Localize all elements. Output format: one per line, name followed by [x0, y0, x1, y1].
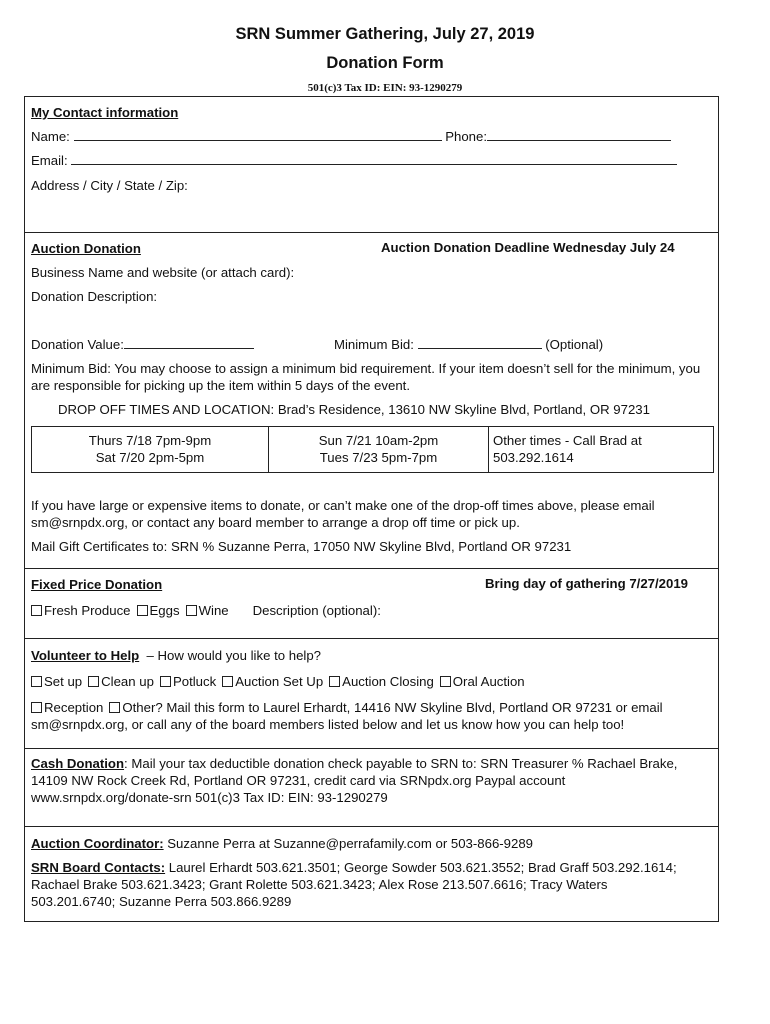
dropoff-time: Tues 7/23 5pm-7pm [319, 450, 438, 465]
coordinator-row [31, 835, 533, 852]
option-wine[interactable]: Wine [186, 603, 229, 618]
donation-form [24, 96, 719, 922]
form-title: SRN Summer Gathering, July 27, 2019 [235, 25, 535, 43]
donation-value-label: Donation Value: [31, 337, 124, 352]
board-text-1: Laurel Erhardt 503.621.3501; George Sowder 503.621.3552; Brad Graff 503.292.1614; [165, 860, 677, 875]
board-row-1 [31, 859, 677, 876]
auction-heading: Auction Donation [31, 241, 141, 256]
option-clean-up[interactable]: Clean up [88, 674, 154, 689]
option-auction-closing[interactable]: Auction Closing [329, 674, 434, 689]
email-row [31, 152, 677, 169]
description-label: Donation Description: [31, 289, 158, 304]
option-auction-set-up[interactable]: Auction Set Up [222, 674, 323, 689]
form-subtitle: Donation Form [326, 54, 444, 72]
gift-cert-note: Mail Gift Certificates to: SRN % Suzanne Perra, 17050 NW Skyline Blvd, Portland OR 97231 [31, 539, 572, 554]
fixed-description-label: Description (optional): [252, 603, 381, 618]
business-label: Business Name and website (or attach card): [31, 265, 295, 280]
name-field[interactable] [74, 128, 442, 141]
tax-id-line: 501(c)3 Tax ID: EIN: 93-1290279 [307, 82, 463, 94]
min-bid-note: Minimum Bid: You may choose to assign a minimum bid requirement. If your item doesn’t sell for the minimum, you are responsible for picking up the item within 5 days of the event. [31, 361, 701, 393]
option-set-up[interactable]: Set up [31, 674, 82, 689]
large-items-note: If you have large or expensive items to donate, or can’t make one of the drop-off times above, please email sm@srnpdx.org, or contact any board member to arrange a drop off time or pick up. [31, 498, 655, 530]
bring-note: Bring day of gathering 7/27/2019 [485, 576, 689, 591]
board-row-2: Rachael Brake 503.621.3423; Grant Rolette 503.621.3423; Alex Rose 213.507.6616; Tracy Waters [31, 877, 608, 892]
name-label: Name: [31, 129, 70, 144]
option-eggs[interactable]: Eggs [137, 603, 180, 618]
auction-deadline: Auction Donation Deadline Wednesday July 24 [381, 240, 675, 255]
dropoff-time: Sat 7/20 2pm-5pm [95, 450, 205, 465]
volunteer-options-row [31, 673, 531, 690]
checkbox[interactable] [329, 676, 340, 687]
volunteer-heading-row [31, 647, 321, 664]
description-field[interactable] [165, 288, 705, 328]
contact-heading: My Contact information [31, 105, 179, 120]
value-row [31, 336, 254, 353]
volunteer-question: – How would you like to help? [142, 648, 322, 663]
checkbox[interactable] [186, 605, 197, 616]
cash-row-2: 14109 NW Rock Creek Rd, Portland OR 97231, credit card via SRNpdx.org Paypal account [31, 773, 566, 788]
volunteer-section-divider [25, 638, 718, 639]
dropoff-time: Thurs 7/18 7pm-9pm [88, 433, 212, 448]
cash-section-divider [25, 748, 718, 749]
phone-field[interactable] [487, 128, 671, 141]
board-row-3: 503.201.6740; Suzanne Perra 503.866.9289 [31, 894, 292, 909]
donation-value-field[interactable] [124, 336, 254, 349]
volunteer-heading: Volunteer to Help [31, 648, 140, 663]
option-potluck[interactable]: Potluck [160, 674, 216, 689]
cash-row-1 [31, 755, 677, 772]
option-reception[interactable]: Reception [31, 700, 103, 715]
checkbox[interactable] [160, 676, 171, 687]
checkbox[interactable] [31, 605, 42, 616]
option-fresh-produce[interactable]: Fresh Produce [31, 603, 131, 618]
dropoff-heading: DROP OFF TIMES AND LOCATION: Brad’s Residence, 13610 NW Skyline Blvd, Portland, OR 97231 [58, 402, 650, 417]
cash-text: : Mail your tax deductible donation check payable to SRN to: SRN Treasurer % Rachael Brake, [124, 756, 678, 771]
optional-label: (Optional) [545, 337, 604, 352]
coordinator-text: Suzanne Perra at Suzanne@perrafamily.com or 503-866-9289 [163, 836, 534, 851]
dropoff-times-table [31, 426, 714, 473]
volunteer-other-text-2: sm@srnpdx.org, or call any of the board members listed below and let us know how you can help too! [31, 717, 625, 732]
dropoff-other: Other times - Call Brad at [493, 433, 642, 448]
volunteer-other-row [31, 699, 663, 716]
contacts-section-divider [25, 826, 718, 827]
email-field[interactable] [71, 152, 677, 165]
checkbox[interactable] [222, 676, 233, 687]
checkbox[interactable] [440, 676, 451, 687]
fixed-section-divider [25, 568, 718, 569]
dropoff-times-col3 [488, 427, 713, 472]
option-oral-auction[interactable]: Oral Auction [440, 674, 525, 689]
checkbox[interactable] [88, 676, 99, 687]
checkbox[interactable] [137, 605, 148, 616]
name-phone-row [31, 128, 671, 145]
cash-heading: Cash Donation [31, 756, 125, 771]
address-field[interactable] [205, 177, 705, 217]
volunteer-other-text: Other? Mail this form to Laurel Erhardt, 14416 NW Skyline Blvd, Portland OR 97231 or email [122, 700, 663, 715]
min-bid-label: Minimum Bid: [334, 337, 414, 352]
checkbox[interactable] [31, 676, 42, 687]
checkbox[interactable] [31, 702, 42, 713]
fixed-options-row [31, 602, 381, 619]
min-bid-field[interactable] [418, 336, 542, 349]
dropoff-time: Sun 7/21 10am-2pm [318, 433, 439, 448]
checkbox-other[interactable] [109, 702, 120, 713]
min-bid-row [334, 336, 603, 353]
email-label: Email: [31, 153, 68, 168]
dropoff-times-col2 [268, 427, 488, 472]
dropoff-phone: 503.292.1614 [493, 450, 574, 465]
fixed-price-heading: Fixed Price Donation [31, 577, 163, 592]
address-label: Address / City / State / Zip: [31, 178, 188, 193]
auction-section-divider [25, 232, 718, 233]
dropoff-times-col1 [32, 427, 268, 472]
coordinator-heading: Auction Coordinator: [31, 836, 164, 851]
board-heading: SRN Board Contacts: [31, 860, 166, 875]
phone-label: Phone: [445, 129, 487, 144]
cash-row-3: www.srnpdx.org/donate-srn 501(c)3 Tax ID: EIN: 93-1290279 [31, 790, 388, 805]
